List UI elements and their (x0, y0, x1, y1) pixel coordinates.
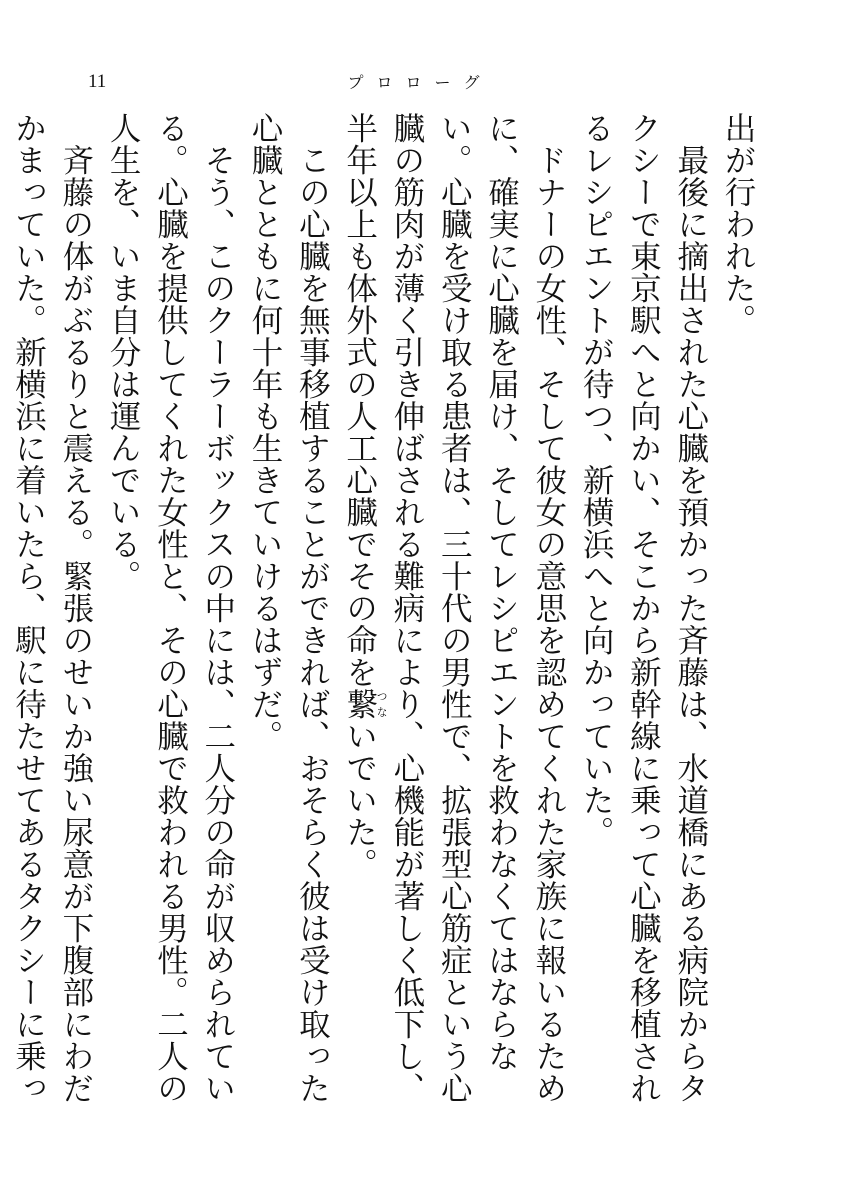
paragraph-3-after: いでいた。 (341, 720, 378, 880)
paragraph-2: 最後に摘出された心臓を預かった斉藤は、水道橋にある病院からタクシーで東京駅へと向かい、そこから新幹線に乗って心臓を移植されるレシピエントが待つ、新横浜へと向かっていた。 (578, 112, 709, 1104)
paragraph-1: 出が行われた。 (720, 112, 756, 336)
page-number: 11 (88, 71, 107, 92)
paragraph-3 (335, 112, 571, 1122)
body-text (10, 112, 761, 1122)
paragraph-3-before: ドナーの女性、そして彼女の意思を認めてくれた家族に報いるために、確実に心臓を届け、そしてレシピエントを救わなくてはならない。心臓を受け取る患者は、三十代の男性で、拡張型心筋症という心臓の筋肉が薄く引き伸ばされる難病により、心機能が著しく低下し、半年以上も体外式の人工心臓でその命を (341, 112, 567, 1104)
ruby-tsuna: 繋つな (341, 688, 389, 720)
paragraph-4: この心臓を無事移植することができれば、おそらく彼は受け取った心臓とともに何十年も生きていけるはずだ。 (247, 112, 331, 1104)
paragraph-6: 斉藤の体がぶるりと震える。緊張のせいか強い尿意が下腹部にわだかまっていた。新横浜に着いたら、駅に待たせてあるタクシーに乗っ (10, 112, 94, 1104)
running-head: プロローグ (347, 73, 493, 92)
paragraph-5: そう、このクーラーボックスの中には、二人分の命が収められている。心臓を提供してくれた女性と、その心臓で救われる男性。二人の人生を、いま自分は運んでいる。 (105, 112, 236, 1104)
